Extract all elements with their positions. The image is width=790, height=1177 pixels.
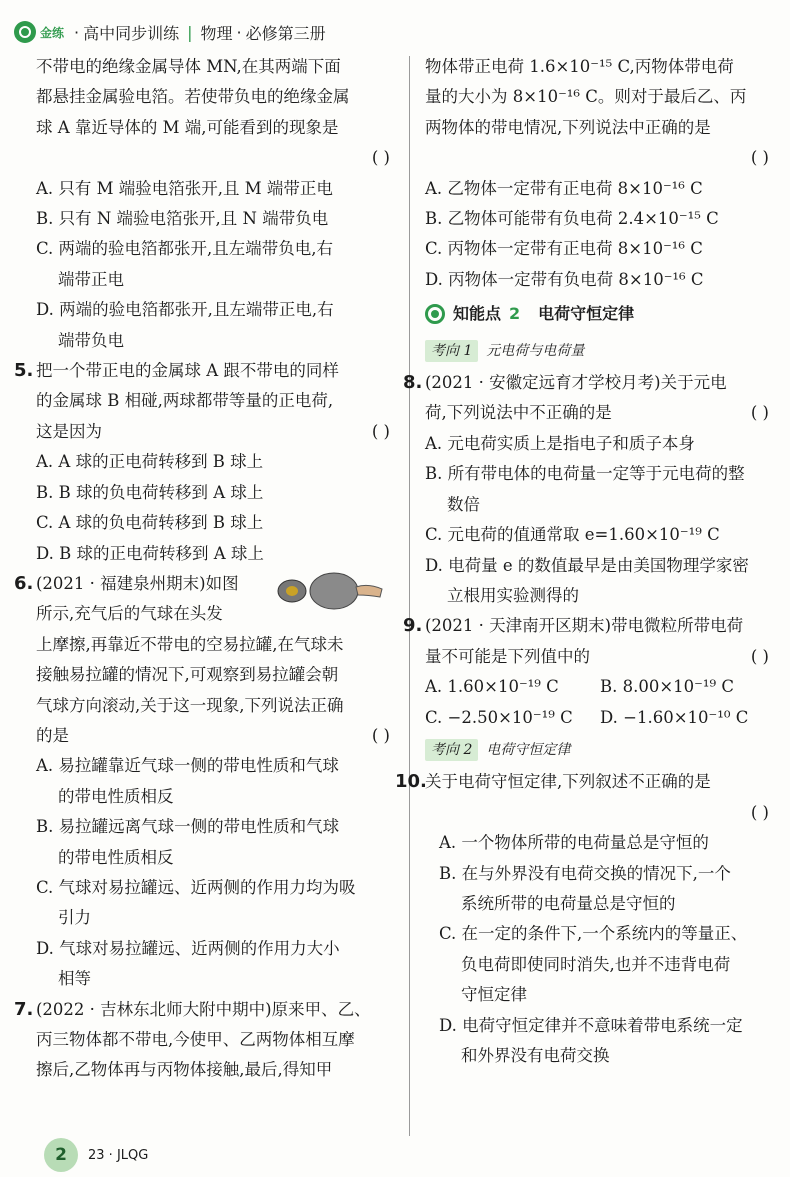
q6-line: 气球方向滚动,关于这一现象,下列说法正确 [36, 695, 344, 715]
balloon-can-figure [272, 565, 392, 617]
q8-option-d-cont: 立根用实验测得的 [447, 585, 579, 605]
knowledge-point-heading [425, 299, 775, 329]
direction-tag: 考向 1 [425, 340, 478, 362]
q8-option-d: D. 电荷量 e 的数值最早是由美国物理学家密 [425, 555, 749, 575]
q4-line: 球 A 靠近导体的 M 端,可能看到的现象是 [36, 117, 339, 137]
q6-option-c-cont: 引力 [58, 908, 91, 928]
q10-line: 关于电荷守恒定律,下列叙述不正确的是 [425, 772, 711, 792]
question-number: 8. [403, 372, 423, 394]
kp-number: 2 [509, 304, 521, 324]
q10-option-a: A. 一个物体所带的电荷量总是守恒的 [439, 833, 709, 853]
question-number: 7. [14, 998, 34, 1020]
q6-option-b-cont: 的带电性质相反 [58, 847, 174, 867]
q5-line: 的金属球 B 相碰,两球都带等量的正电荷, [36, 391, 334, 411]
left-column [14, 52, 396, 1086]
q5-option-a: A. A 球的正电荷转移到 B 球上 [36, 452, 264, 472]
q7-option-d: D. 丙物体一定带有负电荷 8×10⁻¹⁶ C [425, 269, 704, 289]
knowledge-point-icon [425, 304, 445, 324]
q4-option-b: B. 只有 N 端验电箔张开,且 N 端带负电 [36, 209, 329, 229]
q10-option-b-cont: 系统所带的电荷量总是守恒的 [461, 893, 676, 913]
direction-name: 电荷守恒定律 [486, 741, 571, 758]
q6-option-b: B. 易拉罐远离气球一侧的带电性质和气球 [36, 817, 340, 837]
q4-option-c-cont: 端带正电 [58, 269, 124, 289]
column-divider [409, 56, 410, 1136]
logo-icon [14, 21, 36, 43]
q6-option-d-cont: 相等 [58, 969, 91, 989]
answer-paren: ( ) [750, 802, 769, 822]
q6-option-a-cont: 的带电性质相反 [58, 786, 174, 806]
q9-option-b: B. 8.00×10⁻¹⁹ C [600, 677, 734, 697]
q7-line: 擦后,乙物体再与丙物体接触,最后,得知甲 [36, 1060, 333, 1080]
brand-logo [14, 21, 64, 43]
q7-option-a: A. 乙物体一定带有正电荷 8×10⁻¹⁶ C [425, 178, 703, 198]
q4-option-c: C. 两端的验电箔都张开,且左端带负电,右 [36, 239, 334, 259]
q4-line: 都悬挂金属验电箔。若使带负电的绝缘金属 [36, 87, 350, 107]
q6-line: 所示,充气后的气球在头发 [36, 604, 223, 624]
q10-option-c-cont2: 守恒定律 [461, 985, 527, 1005]
question-9 [403, 611, 775, 733]
q9-line: 量不可能是下列值中的 [425, 646, 590, 666]
q10-option-b: B. 在与外界没有电荷交换的情况下,一个 [439, 863, 731, 883]
q6-line: (2021 · 福建泉州期末)如图 [36, 573, 239, 593]
question-7-continued [425, 52, 775, 295]
q9-option-d: D. −1.60×10⁻¹⁰ C [600, 707, 749, 727]
page-header: 金练 · 高中同步训练 | 物理 · 必修第三册 [14, 12, 774, 52]
question-number: 9. [403, 615, 423, 637]
q6-option-a: A. 易拉罐靠近气球一侧的带电性质和气球 [36, 756, 339, 776]
book-code: 23 · JLQG [88, 1147, 149, 1163]
q10-option-d-cont: 和外界没有电荷交换 [461, 1046, 610, 1065]
answer-paren: ( ) [750, 148, 769, 168]
page-number: 2 [44, 1138, 78, 1172]
kp-name: 电荷守恒定律 [538, 304, 635, 324]
q8-line: 荷,下列说法中不正确的是 [425, 403, 612, 423]
q8-line: (2021 · 安徽定远育才学校月考)关于元电 [425, 373, 727, 393]
q4-line: 不带电的绝缘金属导体 MN,在其两端下面 [36, 57, 341, 76]
q6-option-d: D. 气球对易拉罐远、近两侧的作用力大小 [36, 938, 340, 958]
q8-option-b: B. 所有带电体的电荷量一定等于元电荷的整 [425, 464, 745, 484]
q5-line: 这是因为 [36, 421, 102, 441]
q10-option-c-cont: 负电荷即使同时消失,也并不违背电荷 [461, 954, 731, 974]
q7-option-b: B. 乙物体可能带有负电荷 2.4×10⁻¹⁵ C [425, 209, 719, 229]
question-4-continued [36, 52, 396, 356]
question-number: 5. [14, 360, 34, 382]
page-footer [44, 1138, 148, 1172]
right-column [395, 52, 775, 1071]
answer-paren: ( ) [750, 646, 769, 666]
q7-line: (2022 · 吉林东北师大附中期中)原来甲、乙、 [36, 999, 371, 1019]
q6-line: 的是 [36, 725, 69, 745]
question-5 [14, 356, 396, 569]
q5-option-d: D. B 球的正电荷转移到 A 球上 [36, 543, 264, 563]
question-7 [14, 995, 396, 1086]
q8-option-b-cont: 数倍 [447, 494, 480, 514]
direction-tag: 考向 2 [425, 739, 478, 761]
question-10 [395, 767, 775, 1071]
q5-line: 把一个带正电的金属球 A 跟不带电的同样 [36, 361, 339, 381]
book-title: 必修第三册 [245, 23, 326, 43]
q10-option-c: C. 在一定的条件下,一个系统内的等量正、 [439, 924, 748, 944]
q5-option-b: B. B 球的负电荷转移到 A 球上 [36, 482, 264, 502]
q7-line: 丙三物体都不带电,今使甲、乙两物体相互摩 [36, 1030, 355, 1049]
answer-paren: ( ) [371, 421, 390, 441]
q6-line: 接触易拉罐的情况下,可观察到易拉罐会朝 [36, 665, 339, 685]
q4-option-d: D. 两端的验电箔都张开,且左端带正电,右 [36, 300, 334, 320]
q4-option-d-cont: 端带负电 [58, 330, 124, 350]
subject-title: 物理 [200, 23, 233, 43]
question-number: 6. [14, 572, 34, 594]
answer-paren: ( ) [371, 148, 390, 168]
kp-label: 知能点 [453, 304, 502, 324]
q5-option-c: C. A 球的负电荷转移到 B 球上 [36, 513, 264, 533]
q7-line: 量的大小为 8×10⁻¹⁶ C。则对于最后乙、丙 [425, 87, 747, 107]
q7-line: 两物体的带电情况,下列说法中正确的是 [425, 117, 711, 137]
exam-direction-2 [425, 735, 775, 765]
series-title: 高中同步训练 [83, 23, 180, 43]
q7-option-c: C. 丙物体一定带有正电荷 8×10⁻¹⁶ C [425, 239, 703, 259]
q9-option-c: C. −2.50×10⁻¹⁹ C [425, 707, 573, 727]
q9-line: (2021 · 天津南开区期末)带电微粒所带电荷 [425, 616, 744, 636]
question-6 [14, 569, 396, 995]
logo-text: 金练 [40, 25, 65, 40]
q10-option-d: D. 电荷守恒定律并不意味着带电系统一定 [439, 1015, 743, 1035]
q6-line: 上摩擦,再靠近不带电的空易拉罐,在气球未 [36, 634, 344, 654]
answer-paren: ( ) [750, 403, 769, 423]
answer-paren: ( ) [371, 725, 390, 745]
direction-name: 元电荷与电荷量 [486, 342, 585, 359]
q6-option-c: C. 气球对易拉罐远、近两侧的作用力均为吸 [36, 877, 356, 897]
question-number: 10. [395, 771, 427, 793]
q8-option-c: C. 元电荷的值通常取 e=1.60×10⁻¹⁹ C [425, 525, 720, 545]
exam-direction-1 [425, 336, 775, 366]
q7-line: 物体带正电荷 1.6×10⁻¹⁵ C,丙物体带电荷 [425, 57, 734, 76]
question-8 [403, 368, 775, 611]
q4-option-a: A. 只有 M 端验电箔张开,且 M 端带正电 [36, 178, 333, 198]
q8-option-a: A. 元电荷实质上是指电子和质子本身 [425, 433, 695, 453]
q9-option-a: A. 1.60×10⁻¹⁹ C [425, 677, 559, 697]
